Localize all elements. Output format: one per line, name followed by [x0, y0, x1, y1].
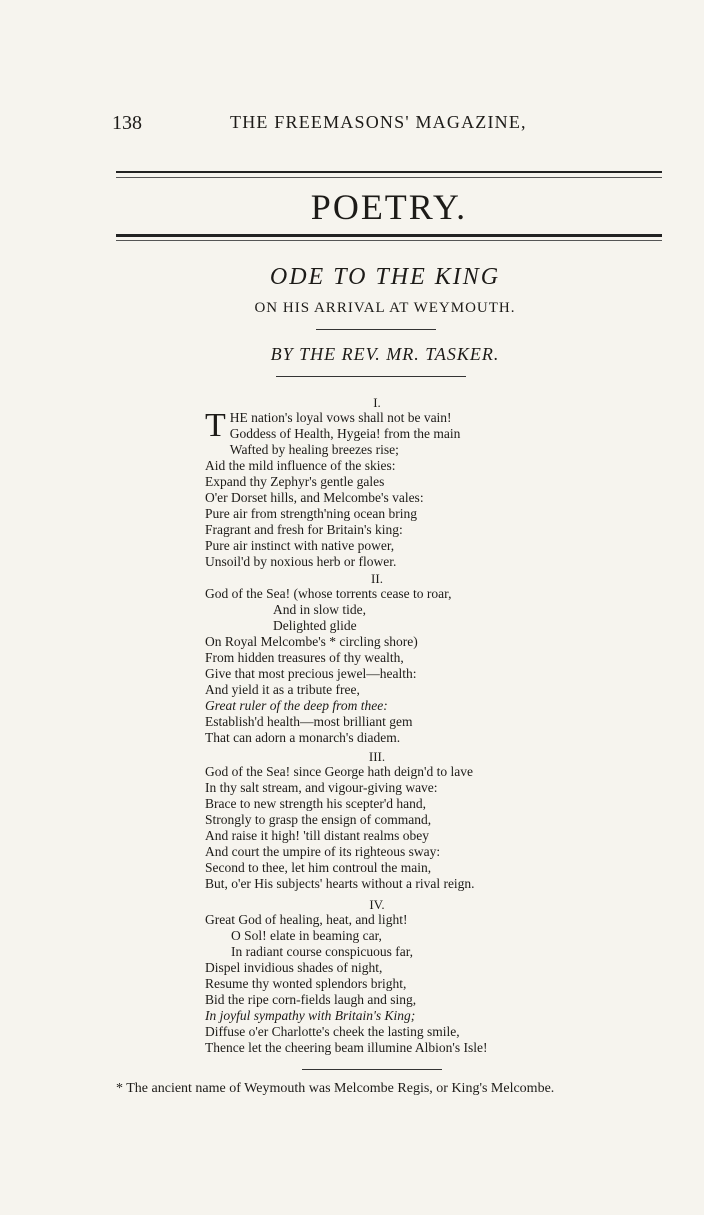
poem-line: Establish'd health—most brilliant gem: [205, 714, 413, 729]
poem-line: From hidden treasures of thy wealth,: [205, 650, 404, 665]
stanza-number: III.: [368, 749, 386, 764]
top-rule-thin: [116, 177, 662, 178]
poem-line: In thy salt stream, and vigour-giving wave:: [205, 780, 438, 795]
poem-line: That can adorn a monarch's diadem.: [205, 730, 401, 745]
poem-line: And court the umpire of its righteous sway:: [205, 844, 441, 859]
poem-line: And in slow tide,: [273, 602, 366, 617]
poem-line: Wafted by healing breezes rise;: [229, 442, 399, 457]
poem-line: Delighted glide: [273, 618, 357, 633]
poem-line: On Royal Melcombe's * circling shore): [205, 634, 418, 649]
poem-line: O'er Dorset hills, and Melcombe's vales:: [205, 490, 424, 505]
stanza-number: I.: [373, 395, 381, 410]
stanza-number: II.: [371, 571, 383, 586]
footnote-rule: [302, 1069, 442, 1070]
stanza: [205, 898, 625, 1056]
poem-line: Unsoil'd by noxious herb or flower.: [205, 554, 397, 569]
journal-title: THE FREEMASONS' MAGAZINE,: [230, 112, 527, 132]
title-divider: [316, 329, 436, 330]
poem-line: In radiant course conspicuous far,: [231, 944, 414, 959]
poem-line: Resume thy wonted splendors bright,: [205, 976, 407, 991]
page-number: 138: [112, 112, 142, 134]
poem-author: BY THE REV. MR. TASKER.: [270, 344, 500, 364]
stanza-number: IV.: [369, 897, 385, 912]
poem-line: Pure air from strength'ning ocean bring: [205, 506, 417, 521]
poem-line: O Sol! elate in beaming car,: [231, 928, 382, 943]
section-rule: [116, 234, 662, 237]
stanza: [205, 572, 625, 746]
top-rule: [116, 171, 662, 173]
poem-line: Goddess of Health, Hygeia! from the main: [229, 426, 461, 441]
poem-line: Great ruler of the deep from thee:: [205, 698, 388, 713]
poem-line: Pure air instinct with native power,: [205, 538, 395, 553]
poem-line: HE nation's loyal vows shall not be vain!: [229, 410, 452, 425]
poem-line: And yield it as a tribute free,: [205, 682, 360, 697]
section-title: POETRY.: [310, 187, 468, 227]
drop-cap: T: [205, 407, 226, 444]
poem-line: In joyful sympathy with Britain's King;: [205, 1008, 416, 1023]
poem-line: God of the Sea! since George hath deign'd to lave: [205, 764, 473, 779]
author-divider: [276, 376, 466, 377]
poem-line: Dispel invidious shades of night,: [205, 960, 383, 975]
poem-line: And raise it high! 'till distant realms obey: [205, 828, 430, 843]
footnote: * The ancient name of Weymouth was Melcombe Regis, or King's Melcombe.: [116, 1081, 555, 1096]
poem-line: Give that most precious jewel—health:: [205, 666, 417, 681]
poem-line: Second to thee, let him controul the main,: [205, 860, 432, 875]
poem-line: God of the Sea! (whose torrents cease to roar,: [205, 586, 452, 601]
stanza: [205, 750, 625, 892]
poem-line: Great God of healing, heat, and light!: [205, 912, 408, 927]
section-rule-thin: [116, 240, 662, 241]
poem-title: ODE TO THE KING: [269, 264, 501, 290]
poem-line: But, o'er His subjects' hearts without a rival reign.: [205, 876, 475, 891]
poem-line: Diffuse o'er Charlotte's cheek the lasting smile,: [205, 1024, 460, 1039]
poem-line: Thence let the cheering beam illumine Albion's Isle!: [205, 1040, 488, 1055]
poem-line: Expand thy Zephyr's gentle gales: [205, 474, 385, 489]
poem-line: Brace to new strength his scepter'd hand,: [205, 796, 426, 811]
poem-line: Fragrant and fresh for Britain's king:: [205, 522, 403, 537]
stanza: [205, 396, 625, 570]
poem-line: Aid the mild influence of the skies:: [205, 458, 396, 473]
poem-subtitle: ON HIS ARRIVAL AT WEYMOUTH.: [254, 300, 516, 316]
running-head: [112, 112, 672, 136]
poem-line: Bid the ripe corn-fields laugh and sing,: [205, 992, 417, 1007]
poem-line: Strongly to grasp the ensign of command,: [205, 812, 432, 827]
